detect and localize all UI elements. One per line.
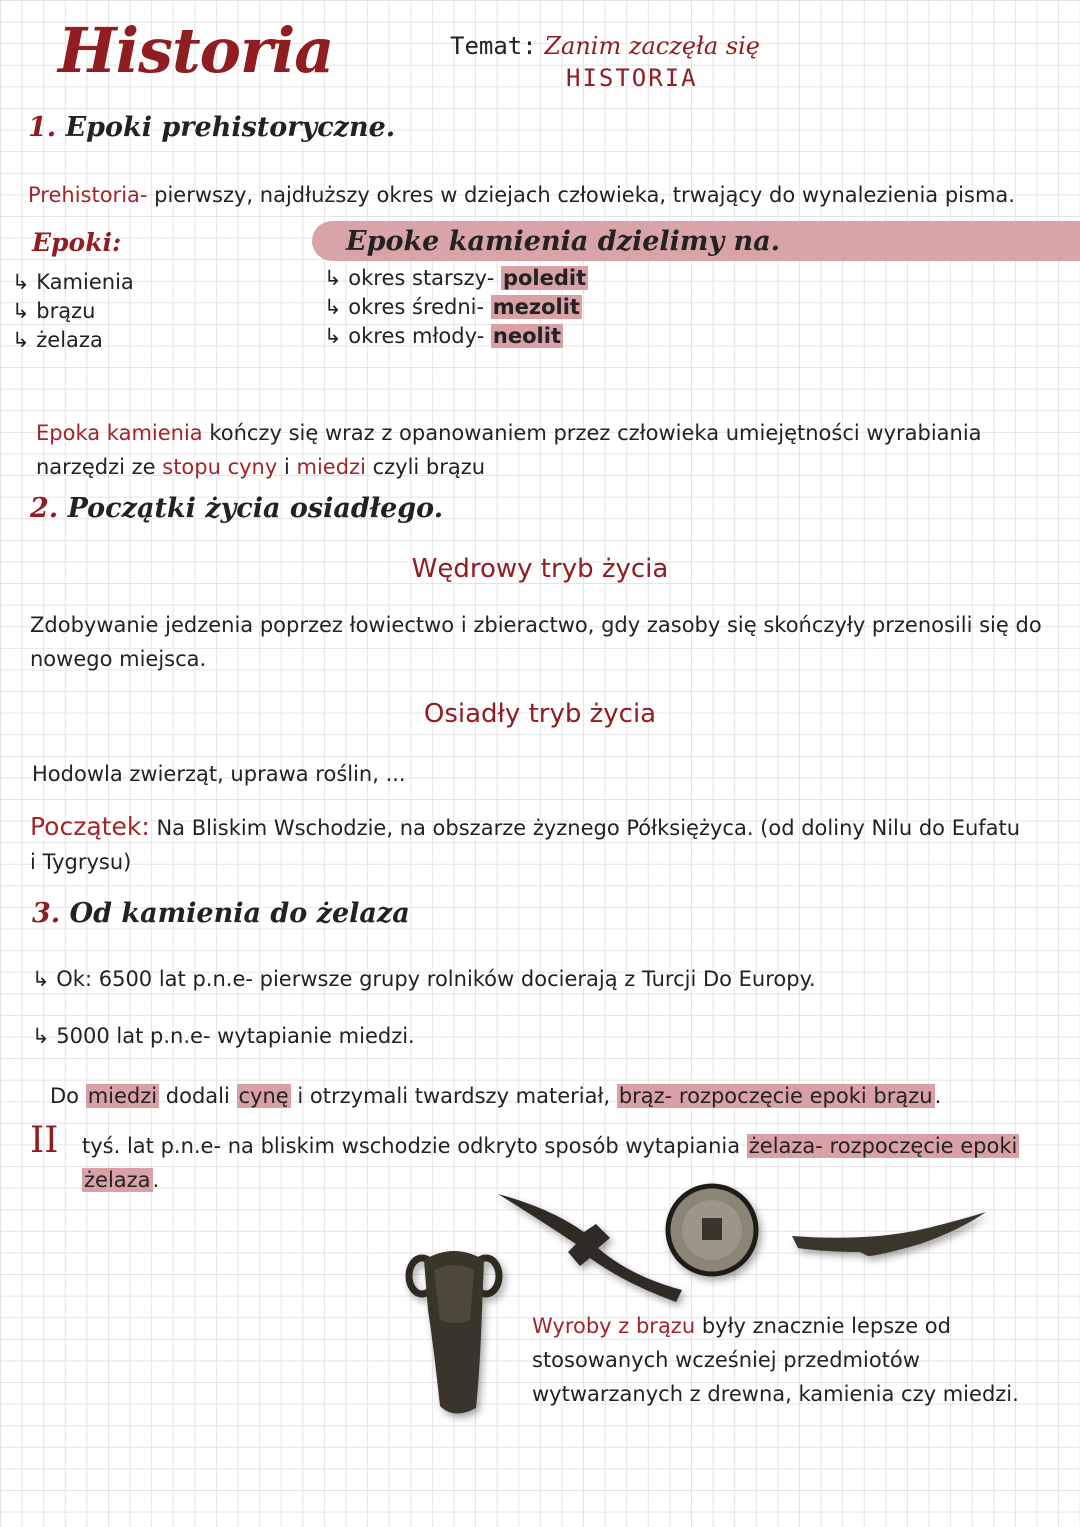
- section3-heading: 3. Od kamienia do żelaza: [32, 898, 410, 929]
- stone-age-note: Epoka kamienia kończy się wraz z opanowaniem przez człowieka umiejętności wyrabiania narzędzi ze stopu cyny i miedzi czyli brązu: [36, 421, 982, 479]
- topic-label: Temat:: [450, 32, 537, 60]
- topic-line1: Zanim zaczęła się: [544, 32, 761, 60]
- nomadic-text: Zdobywanie jedzenia poprzez łowiectwo i zbieractwo, gdy zasoby się skończyły przenosili się do nowego miejsca.: [30, 613, 1042, 671]
- epoch-item-bronze: ↳ brązu: [12, 299, 96, 323]
- socketed-axe-icon: [409, 1251, 499, 1414]
- topic-line2: HISTORIA: [566, 64, 698, 92]
- stone-period-item: ↳ okres młody- neolit: [324, 324, 561, 348]
- pickaxe-icon: [498, 1194, 682, 1302]
- stone-periods-list: [324, 264, 588, 351]
- bronze-note: Do miedzi dodali cynę i otrzymali twardszy materiał, brąz- rozpoczęcie epoki brązu.: [50, 1084, 942, 1108]
- timeline-event: ↳ Ok: 6500 lat p.n.e- pierwsze grupy rolników docierają z Turcji Do Europy.: [32, 967, 816, 991]
- epochs-heading: Epoki:: [32, 228, 122, 257]
- epoch-item-stone: ↳ Kamienia: [12, 270, 134, 294]
- page-title: Historia: [58, 14, 334, 87]
- stone-period-item: ↳ okres starszy- poledit: [324, 266, 587, 290]
- settled-heading: Osiadły tryb życia: [423, 699, 657, 729]
- sickle-icon: [792, 1212, 986, 1256]
- timeline-event: ↳ 5000 lat p.n.e- wytapianie miedzi.: [32, 1024, 415, 1048]
- section2-heading: 2. Początki życia osiadłego.: [30, 493, 444, 524]
- bronze-disc-icon: [668, 1186, 756, 1274]
- artifacts-caption: Wyroby z brązu były znacznie lepsze od stosowanych wcześniej przedmiotów wytwarzanych z drewna, kamienia czy miedzi.: [532, 1314, 1019, 1406]
- epoch-item-iron: ↳ żelaza: [12, 328, 103, 352]
- iron-note: tyś. lat p.n.e- na bliskim wschodzie odkryto sposób wytapiania żelaza- rozpoczęcie epoki żelaza.: [82, 1134, 1018, 1192]
- topic: [450, 32, 760, 60]
- prehistory-definition: Prehistoria- pierwszy, najdłuższy okres w dziejach człowieka, trwający do wynalezienia pisma.: [28, 183, 1015, 207]
- roman-numeral: II: [30, 1120, 59, 1161]
- settled-text: Hodowla zwierząt, uprawa roślin, ...: [32, 762, 406, 786]
- nomadic-heading: Wędrowy tryb życia: [411, 554, 669, 584]
- stone-age-heading: Epoke kamienia dzielimy na.: [346, 226, 781, 257]
- epochs-list: [12, 268, 134, 355]
- settled-origin: Początek: Na Bliskim Wschodzie, na obszarze żyznego Półksiężyca. (od doliny Nilu do Eufatu i Tygrysu): [30, 812, 1021, 874]
- section1-heading: 1. Epoki prehistoryczne.: [28, 112, 396, 143]
- stone-period-item: ↳ okres średni- mezolit: [324, 295, 580, 319]
